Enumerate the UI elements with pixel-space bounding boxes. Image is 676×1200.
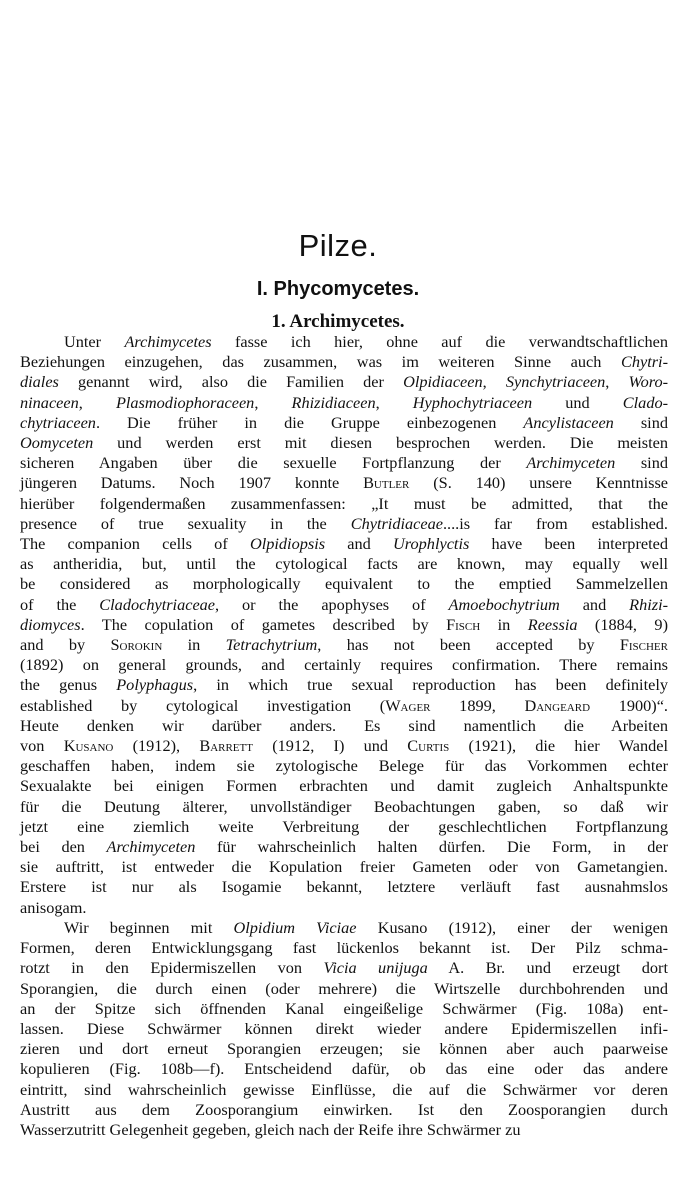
text-run: Sporangien, die durch einen (oder mehrere) die Wirtszelle durchbohrenden und: [20, 978, 668, 998]
italic-term: Amoebochytrium: [448, 594, 560, 614]
text-run: ,: [375, 392, 413, 412]
text-run: kopulieren (Fig. 108b—f). Entscheidend dafür, ob das eine oder das andere: [20, 1059, 668, 1079]
author-name: Fischer: [619, 635, 668, 655]
text-run: (S. 140) unsere Kenntnisse: [409, 473, 669, 493]
text-run: in: [480, 614, 528, 634]
text-line: [20, 675, 668, 695]
text-line: [20, 514, 668, 534]
text-line: [20, 352, 668, 372]
italic-term: Urophlyctis: [393, 534, 470, 554]
text-line: [20, 615, 668, 635]
text-line: [20, 554, 668, 574]
text-line: [20, 1100, 668, 1120]
text-line: [20, 413, 668, 433]
text-run: . Die früher in die Gruppe einbezogenen: [95, 412, 524, 432]
text-line: [20, 635, 668, 655]
text-run: as antheridia, but, until the cytological facts are known, may equally well: [20, 554, 668, 574]
text-run: (1921), die hier Wandel: [449, 736, 668, 756]
text-run: eintritt, sind wahrscheinlich gewisse Einflüsse, die auf die Schwärmer vor deren: [20, 1079, 668, 1099]
italic-term: Olpidiaceen: [403, 372, 483, 392]
text-run: A. Br. und erzeugt dort: [427, 958, 668, 978]
text-line: [20, 756, 668, 776]
text-line: [20, 574, 668, 594]
text-run: ....is far from established.: [442, 513, 669, 533]
text-line: [20, 898, 668, 918]
author-name: Sorokin: [110, 635, 163, 655]
text-run: für wahrscheinlich halten dürfen. Die Form, in der: [195, 837, 668, 857]
text-run: . The copulation of gametes described by: [80, 614, 447, 634]
text-run: Austritt aus dem Zoosporangium einwirken. Ist den Zoosporangien durch: [20, 1099, 668, 1119]
text-run: Unter: [64, 332, 125, 351]
text-run: Heute denken wir darüber anders. Es sind namentlich die Arbeiten: [20, 715, 668, 735]
text-run: Beziehungen einzugehen, das zusammen, was im weiteren Sinne auch: [20, 352, 621, 372]
italic-term: Rhizidiaceen: [291, 392, 376, 412]
text-run: the genus: [20, 675, 117, 695]
italic-term: Olpidium Viciae: [233, 917, 357, 937]
text-run: and: [559, 594, 630, 614]
text-run: Wasserzutritt Gelegenheit gegeben, gleich nach der Reife ihre Schwärmer zu: [20, 1119, 521, 1139]
text-run: (1912, I) und: [252, 736, 408, 756]
text-run: Kusano (1912), einer der wenigen: [356, 917, 668, 937]
text-line: [20, 877, 668, 897]
text-line: [20, 1080, 668, 1100]
text-line: [20, 797, 668, 817]
text-line: [20, 716, 668, 736]
text-line: [20, 473, 668, 493]
text-run: Wir beginnen mit: [64, 917, 234, 937]
text-run: (1912),: [113, 736, 200, 756]
text-run: The companion cells of: [20, 534, 250, 554]
text-line: [20, 938, 668, 958]
text-line: [20, 655, 668, 675]
italic-term: Polyphagus: [116, 675, 194, 695]
text-line: [20, 776, 668, 796]
text-line: [20, 837, 668, 857]
text-run: genannt wird, also die Familien der: [58, 372, 404, 392]
text-line: [20, 595, 668, 615]
text-run: Formen, deren Entwicklungsgang fast lückenlos bekannt ist. Der Pilz schma-: [20, 938, 668, 958]
text-run: sind: [615, 453, 668, 473]
text-line: [20, 1059, 668, 1079]
italic-term: Archimyceten: [106, 837, 196, 857]
text-run: bei den: [20, 837, 107, 857]
text-run: be considered as morphologically equivalent to the emptied Sammelzellen: [20, 574, 668, 594]
italic-term: Archimycetes: [124, 332, 212, 351]
text-line: [20, 817, 668, 837]
text-run: fasse ich hier, ohne auf die verwandtschaftlichen: [211, 332, 668, 351]
italic-term: Woro-: [628, 372, 669, 392]
text-run: and: [325, 534, 394, 554]
text-run: jüngeren Datums. Noch 1907 konnte: [20, 473, 364, 493]
text-run: , or the apophyses of: [215, 594, 449, 614]
italic-term: diomyces: [20, 614, 81, 634]
text-line: [20, 372, 668, 392]
text-line: [20, 979, 668, 999]
text-run: ,: [605, 372, 629, 392]
italic-term: Synchytriaceen: [505, 372, 606, 392]
text-run: established by cytological investigation (: [20, 695, 386, 715]
italic-term: Reessia: [527, 614, 578, 634]
italic-term: Chytri-: [620, 352, 668, 372]
text-run: für die Deutung älterer, unvollständiger Beobachtungen gaben, so daß wir: [20, 796, 668, 816]
text-run: have been interpreted: [469, 534, 668, 554]
text-line: [20, 696, 668, 716]
italic-term: Olpidiopsis: [249, 534, 326, 554]
text-run: 1900)“.: [590, 695, 668, 715]
body-text: [20, 332, 668, 1140]
section-heading: I. Phycomycetes.: [256, 278, 420, 300]
text-run: zieren und dort erneut Sporangien erzeugen; sie können aber auch paarweise: [20, 1039, 668, 1059]
text-line: [20, 393, 668, 413]
text-run: und werden erst mit diesen besprochen werden. Die meisten: [93, 433, 668, 453]
author-name: Fisch: [446, 614, 481, 634]
italic-term: ninaceen: [20, 392, 79, 412]
text-run: Erstere ist nur als Isogamie bekannt, letztere verläuft fast ausnahmslos: [20, 877, 668, 897]
italic-term: Rhizi-: [629, 594, 669, 614]
text-line: [20, 332, 668, 352]
text-line: [20, 918, 668, 938]
text-line: [20, 958, 668, 978]
text-run: von: [20, 736, 64, 756]
text-run: 1899,: [430, 695, 525, 715]
text-run: geschaffen haben, indem sie zytologische Belege für das Vorkommen echter: [20, 756, 668, 776]
page-title: Pilze.: [298, 228, 378, 263]
italic-term: Oomyceten: [20, 433, 94, 453]
author-name: Dangeard: [524, 695, 591, 715]
subsection-heading: 1. Archimycetes.: [271, 311, 405, 332]
italic-term: Ancylistaceen: [523, 412, 614, 432]
text-run: presence of true sexuality in the: [20, 513, 351, 533]
text-run: an der Spitze sich öffnenden Kanal eingeißelige Schwärmer (Fig. 108a) ent-: [20, 998, 668, 1018]
author-name: Wager: [385, 695, 431, 715]
text-run: (1892) on general grounds, and certainly requires confirmation. There remains: [20, 655, 668, 675]
text-run: sicheren Angaben über die sexuelle Fortpflanzung der: [20, 453, 527, 473]
text-line: [20, 736, 668, 756]
text-run: sind: [613, 412, 668, 432]
text-run: ,: [482, 372, 506, 392]
text-run: hierüber folgendermaßen zusammenfassen: „It must be admitted, that the: [20, 493, 668, 513]
text-line: [20, 1120, 668, 1140]
text-run: of the: [20, 594, 100, 614]
text-run: und: [532, 392, 623, 412]
text-line: [20, 534, 668, 554]
text-line: [20, 1019, 668, 1039]
text-run: Sexualakte bei einigen Formen erbrachten und damit zugleich Anhaltspunkte: [20, 776, 668, 796]
italic-term: Vicia unijuga: [323, 958, 428, 978]
text-run: rotzt in den Epidermiszellen von: [20, 958, 324, 978]
text-run: ,: [78, 392, 116, 412]
author-name: Kusano: [63, 736, 114, 756]
text-run: (1884, 9): [577, 614, 668, 634]
text-run: and by: [20, 635, 111, 655]
text-line: [20, 1039, 668, 1059]
text-run: , has not been accepted by: [317, 635, 620, 655]
text-run: ,: [254, 392, 292, 412]
text-line: [20, 433, 668, 453]
text-run: , in which true sexual reproduction has been definitely: [193, 675, 668, 695]
author-name: Barrett: [199, 736, 253, 756]
text-line: [20, 494, 668, 514]
text-run: sie auftritt, ist entweder die Kopulation freier Gameten oder von Gametangien.: [20, 857, 668, 877]
italic-term: Hyphochytriaceen: [412, 392, 533, 412]
italic-term: chytriaceen: [20, 412, 96, 432]
italic-term: Archimyceten: [526, 453, 616, 473]
italic-term: Tetrachytrium: [225, 635, 318, 655]
italic-term: Chytridiaceae: [350, 513, 443, 533]
text-line: [20, 453, 668, 473]
italic-term: Clado-: [622, 392, 669, 412]
text-run: lassen. Diese Schwärmer können direkt wieder andere Epidermiszellen infi-: [20, 1018, 668, 1038]
text-line: [20, 857, 668, 877]
text-run: in: [162, 635, 226, 655]
author-name: Curtis: [407, 736, 450, 756]
italic-term: Plasmodiophoraceen: [115, 392, 255, 412]
italic-term: Cladochytriaceae: [99, 594, 216, 614]
author-name: Butler: [363, 473, 410, 493]
text-run: anisogam.: [20, 897, 87, 917]
italic-term: diales: [20, 372, 59, 392]
text-line: [20, 999, 668, 1019]
text-run: jetzt eine ziemlich weite Verbreitung der geschlechtlichen Fortpflanzung: [20, 816, 668, 836]
